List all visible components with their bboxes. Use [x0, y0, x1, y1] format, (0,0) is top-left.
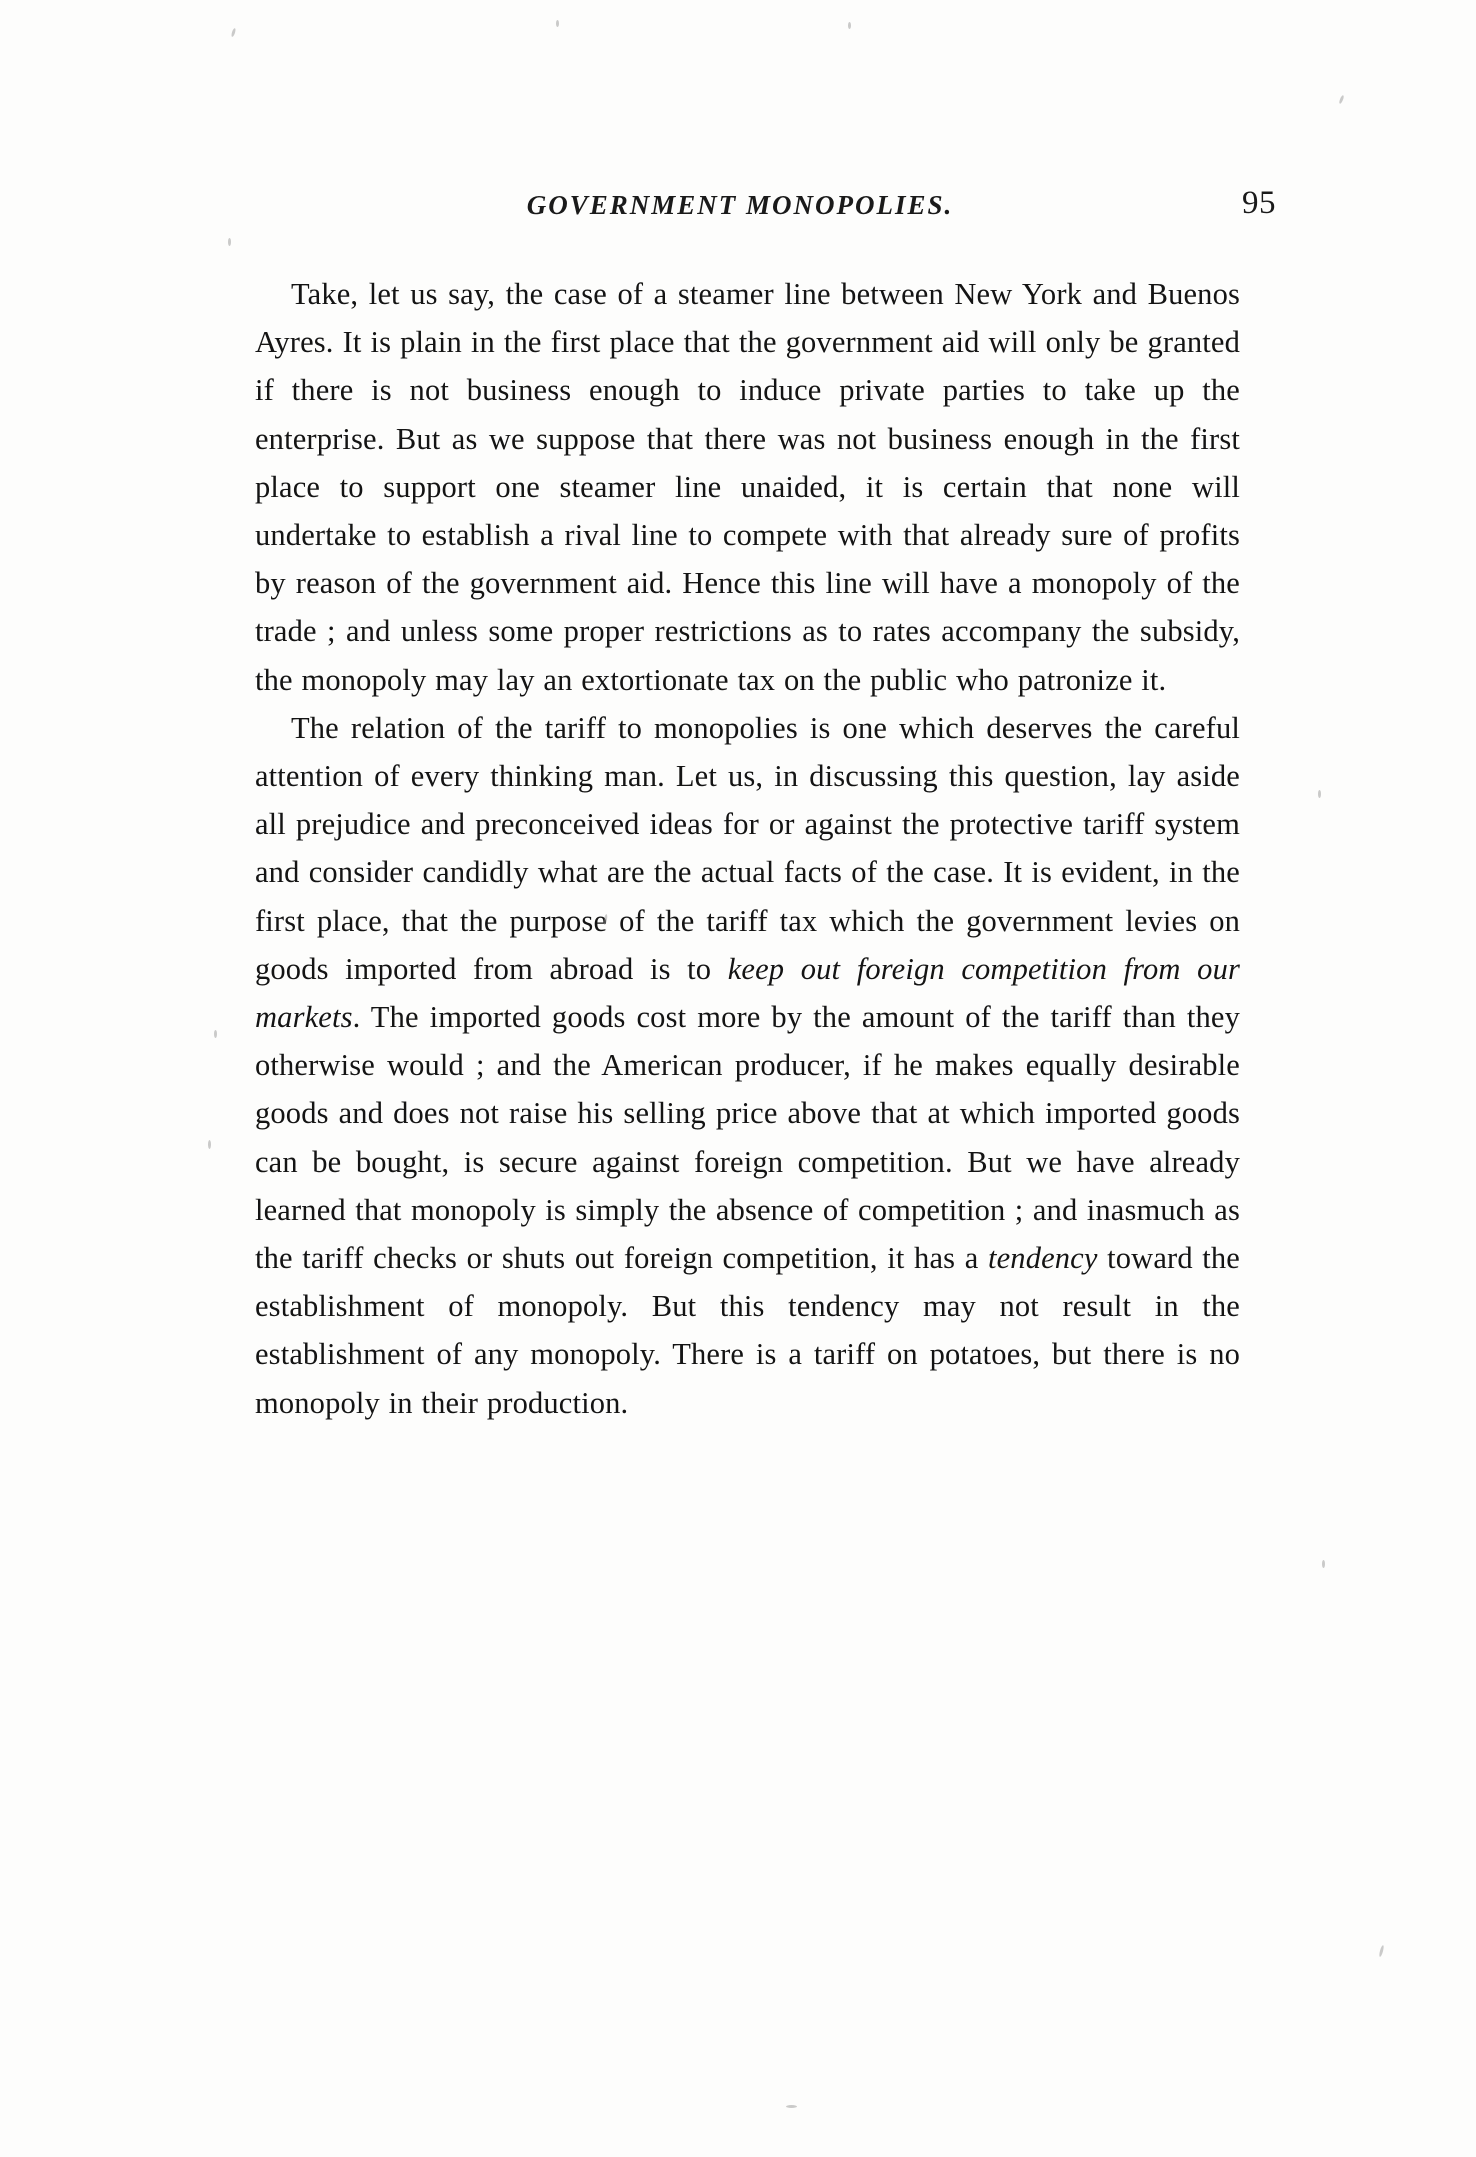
paragraph-2-run-2-italic: keep out foreign competition from our markets	[255, 951, 1240, 1035]
paragraph-1-run-1: Take, let us say, the case of a steamer line between New York and Buenos Ayres. It is plain in the first place that the government aid will only be granted if there is not business enough to induce private parties to take up the enterprise. But as we suppose that there was not business enough in the first place to support one steamer line unaided, it is certain that none will undertake to establish a rival line to compete with that already sure of profits by reason of the government aid. Hence this line will have a monopoly of the trade ; and unless some proper restrictions as to rates accompany the subsidy, the monopoly may lay an extortionate tax on the public who patronize it.	[255, 277, 1240, 697]
paragraph-2-run-3: . The imported goods cost more by the amount of the tariff than they otherwise would ; and the American producer, if he makes equally desirable goods and does not raise his selling price above that at which imported goods can be bought, is secure against foreign competition. But we have already learned that monopoly is simply the absence of competition ; and inasmuch as the tariff checks or shuts out foreign competition, it has a	[255, 1000, 1240, 1276]
running-head-title: GOVERNMENT MONOPOLIES.	[526, 190, 954, 220]
scan-speck	[1318, 790, 1321, 798]
scan-speck	[786, 2105, 797, 2108]
paragraph-2	[255, 704, 1240, 1427]
scan-speck	[214, 1030, 217, 1038]
scan-speck	[1338, 95, 1344, 104]
scan-speck	[1378, 1945, 1384, 1957]
running-head	[265, 190, 1215, 221]
paragraph-2-run-5: toward the establishment of monopoly. But this tendency may not result in the establishment of any monopoly. There is a tariff on potatoes, but there is no monopoly in their production.	[255, 1241, 1240, 1420]
scan-speck	[848, 22, 851, 29]
page-body	[255, 270, 1240, 1427]
scan-speck	[556, 20, 559, 27]
scan-speck	[1322, 1560, 1325, 1568]
scan-speck	[208, 1140, 211, 1149]
paragraph-1	[255, 270, 1240, 704]
page-number: 95	[1242, 185, 1276, 221]
paragraph-2-run-1: The relation of the tariff to monopolies is one which deserves the careful attention of every thinking man. Let us, in discussing this question, lay aside all prejudice and preconceived ideas for or against the protective tariff system and consider candidly what are the actual facts of the case. It is evident, in the first place, that the purpose of the tariff tax which the government levies on goods imported from abroad is to	[255, 710, 1240, 986]
scan-speck	[228, 238, 231, 246]
paragraph-2-run-4-italic: tendency	[987, 1241, 1098, 1276]
scan-speck	[231, 28, 237, 37]
